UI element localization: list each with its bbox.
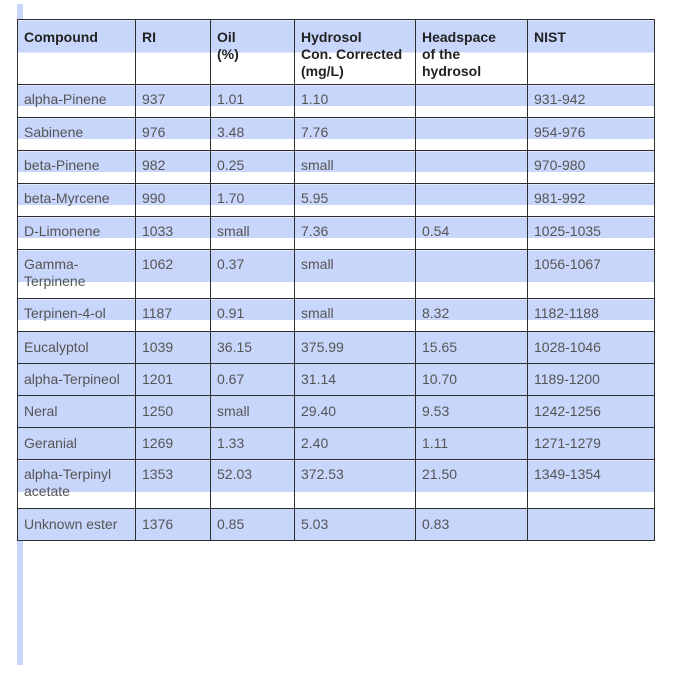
cell-text: 1.33	[217, 435, 245, 451]
cell-compound	[18, 217, 136, 250]
cell-text: Gamma- Terpinene	[24, 256, 86, 289]
cell-text: small	[217, 403, 250, 419]
cell-text: 2.40	[301, 435, 329, 451]
cell-text: 7.36	[301, 223, 329, 239]
cell-compound	[18, 299, 136, 332]
cell-text: 7.76	[301, 124, 329, 140]
header-label: NIST	[534, 29, 566, 45]
cell-compound	[18, 85, 136, 118]
cell-text: 1.01	[217, 91, 245, 107]
cell-text: 0.83	[422, 516, 450, 532]
cell-text: 970-980	[534, 157, 586, 173]
cell-headspace	[416, 217, 528, 250]
cell-nist	[528, 217, 655, 250]
cell-oil	[211, 217, 295, 250]
cell-text: 954-976	[534, 124, 586, 140]
cell-ri	[136, 118, 211, 151]
cell-text: 10.70	[422, 371, 458, 387]
cell-ri	[136, 396, 211, 428]
cell-text: 5.03	[301, 516, 329, 532]
header-label: Hydrosol Con. Corrected (mg/L)	[301, 29, 403, 79]
cell-text: 1189-1200	[534, 371, 600, 387]
cell-text: 1039	[142, 339, 174, 355]
header-label: Headspace of the hydrosol	[422, 29, 496, 79]
cell-text	[416, 250, 527, 256]
cell-text	[528, 509, 654, 516]
table-row	[18, 151, 655, 184]
table-row	[18, 250, 655, 299]
header-ri	[136, 20, 211, 85]
cell-text: 8.32	[422, 305, 450, 321]
cell-headspace	[416, 332, 528, 364]
cell-compound	[18, 396, 136, 428]
cell-nist	[528, 184, 655, 217]
cell-headspace	[416, 85, 528, 118]
cell-oil	[211, 299, 295, 332]
cell-headspace	[416, 460, 528, 509]
cell-oil	[211, 509, 295, 541]
cell-text: beta-Myrcene	[24, 190, 110, 206]
cell-text: alpha-Terpineol	[24, 371, 120, 387]
cell-text: 1201	[142, 371, 174, 387]
cell-text: 0.91	[217, 305, 245, 321]
cell-text: 15.65	[422, 339, 458, 355]
table-row	[18, 332, 655, 364]
cell-text: 1271-1279	[534, 435, 601, 451]
cell-nist	[528, 509, 655, 541]
cell-text: small	[301, 256, 334, 272]
cell-ri	[136, 299, 211, 332]
cell-compound	[18, 428, 136, 460]
cell-text: 1025-1035	[534, 223, 601, 239]
table-row	[18, 509, 655, 541]
cell-text: 1182-1188	[534, 305, 599, 321]
cell-text: alpha-Terpinyl acetate	[24, 466, 112, 499]
cell-text: 990	[142, 190, 166, 206]
cell-text: 937	[142, 91, 166, 107]
cell-compound	[18, 250, 136, 299]
cell-nist	[528, 428, 655, 460]
table-row	[18, 217, 655, 250]
cell-ri	[136, 428, 211, 460]
cell-text: Neral	[24, 403, 58, 419]
cell-text: 1.11	[422, 435, 449, 451]
cell-text: Unknown ester	[24, 516, 118, 532]
cell-headspace	[416, 509, 528, 541]
cell-text: 1187	[142, 305, 173, 321]
cell-ri	[136, 460, 211, 509]
cell-text: Terpinen-4-ol	[24, 305, 106, 321]
cell-compound	[18, 364, 136, 396]
cell-ri	[136, 151, 211, 184]
cell-text: alpha-Pinene	[24, 91, 107, 107]
cell-nist	[528, 396, 655, 428]
cell-text	[416, 184, 527, 190]
cell-text: 1250	[142, 403, 174, 419]
cell-text: 1269	[142, 435, 174, 451]
cell-text: 36.15	[217, 339, 253, 355]
cell-text: 0.25	[217, 157, 245, 173]
cell-headspace	[416, 428, 528, 460]
cell-nist	[528, 118, 655, 151]
header-nist	[528, 20, 655, 85]
cell-hydrosol	[295, 364, 416, 396]
cell-oil	[211, 151, 295, 184]
cell-hydrosol	[295, 217, 416, 250]
cell-oil	[211, 250, 295, 299]
cell-compound	[18, 460, 136, 509]
cell-compound	[18, 509, 136, 541]
cell-text: beta-Pinene	[24, 157, 100, 173]
cell-headspace	[416, 364, 528, 396]
cell-text: 1353	[142, 466, 174, 482]
cell-nist	[528, 151, 655, 184]
cell-hydrosol	[295, 299, 416, 332]
cell-nist	[528, 460, 655, 509]
cell-hydrosol	[295, 509, 416, 541]
cell-text	[416, 151, 527, 157]
cell-hydrosol	[295, 460, 416, 509]
cell-text: 0.67	[217, 371, 245, 387]
header-oil	[211, 20, 295, 85]
cell-text: 9.53	[422, 403, 450, 419]
cell-text: 1376	[142, 516, 174, 532]
cell-headspace	[416, 299, 528, 332]
cell-text	[416, 118, 527, 124]
cell-ri	[136, 184, 211, 217]
cell-text: small	[301, 157, 334, 173]
cell-text: 1028-1046	[534, 339, 601, 355]
cell-nist	[528, 85, 655, 118]
cell-oil	[211, 364, 295, 396]
cell-text: Eucalyptol	[24, 339, 89, 355]
table-row	[18, 364, 655, 396]
cell-text: small	[217, 223, 250, 239]
cell-text: 0.54	[422, 223, 450, 239]
cell-hydrosol	[295, 184, 416, 217]
cell-compound	[18, 184, 136, 217]
cell-hydrosol	[295, 118, 416, 151]
cell-hydrosol	[295, 396, 416, 428]
cell-text	[416, 85, 527, 91]
cell-text: 976	[142, 124, 166, 140]
cell-oil	[211, 118, 295, 151]
cell-text: 375.99	[301, 339, 344, 355]
header-row	[18, 20, 655, 85]
cell-ri	[136, 217, 211, 250]
cell-text: 3.48	[217, 124, 245, 140]
cell-text: Geranial	[24, 435, 77, 451]
cell-nist	[528, 364, 655, 396]
cell-text: 981-992	[534, 190, 586, 206]
cell-text: 0.85	[217, 516, 245, 532]
cell-nist	[528, 332, 655, 364]
cell-nist	[528, 299, 655, 332]
table-row	[18, 184, 655, 217]
cell-headspace	[416, 250, 528, 299]
cell-hydrosol	[295, 250, 416, 299]
cell-oil	[211, 332, 295, 364]
cell-text: 1242-1256	[534, 403, 601, 419]
cell-headspace	[416, 151, 528, 184]
cell-text: Sabinene	[24, 124, 84, 140]
cell-text: small	[301, 305, 334, 321]
cell-compound	[18, 118, 136, 151]
header-hydrosol	[295, 20, 416, 85]
table-row	[18, 396, 655, 428]
cell-oil	[211, 184, 295, 217]
cell-headspace	[416, 184, 528, 217]
cell-text: 29.40	[301, 403, 337, 419]
cell-headspace	[416, 396, 528, 428]
cell-headspace	[416, 118, 528, 151]
header-compound	[18, 20, 136, 85]
table-row	[18, 299, 655, 332]
table-row	[18, 460, 655, 509]
header-headspace	[416, 20, 528, 85]
cell-text: 1.10	[301, 91, 329, 107]
cell-hydrosol	[295, 85, 416, 118]
header-label: RI	[142, 29, 156, 45]
cell-hydrosol	[295, 332, 416, 364]
cell-hydrosol	[295, 151, 416, 184]
cell-compound	[18, 151, 136, 184]
cell-nist	[528, 250, 655, 299]
cell-text: 1033	[142, 223, 174, 239]
cell-text: 31.14	[301, 371, 337, 387]
cell-text: 372.53	[301, 466, 344, 482]
cell-ri	[136, 250, 211, 299]
cell-text: 931-942	[534, 91, 586, 107]
table-row	[18, 85, 655, 118]
cell-oil	[211, 396, 295, 428]
cell-oil	[211, 85, 295, 118]
cell-text: 1349-1354	[534, 466, 601, 482]
header-label: Oil (%)	[217, 29, 239, 62]
cell-text: 1062	[142, 256, 174, 272]
cell-text: 52.03	[217, 466, 253, 482]
cell-ri	[136, 85, 211, 118]
cell-text: 982	[142, 157, 166, 173]
cell-text: 1.70	[217, 190, 245, 206]
cell-text: 5.95	[301, 190, 329, 206]
cell-oil	[211, 460, 295, 509]
cell-text: 21.50	[422, 466, 458, 482]
header-label: Compound	[24, 29, 98, 45]
cell-text: 1056-1067	[534, 256, 601, 272]
cell-ri	[136, 332, 211, 364]
cell-compound	[18, 332, 136, 364]
cell-text: 0.37	[217, 256, 245, 272]
cell-ri	[136, 509, 211, 541]
table-row	[18, 118, 655, 151]
cell-ri	[136, 364, 211, 396]
compound-table	[17, 19, 655, 541]
table-row	[18, 428, 655, 460]
cell-hydrosol	[295, 428, 416, 460]
cell-text: D-Limonene	[24, 223, 101, 239]
cell-oil	[211, 428, 295, 460]
